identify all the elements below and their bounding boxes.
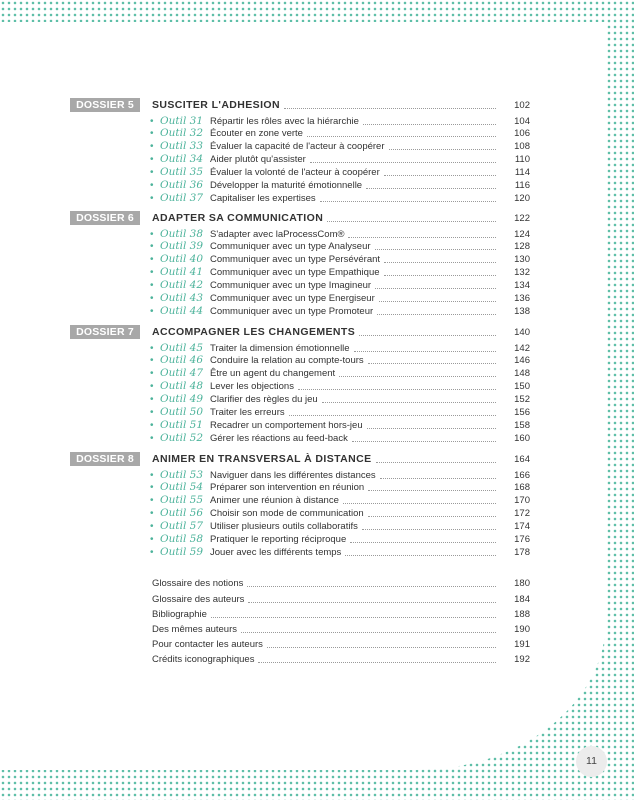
dot-leader	[211, 617, 496, 618]
bullet-icon: •	[150, 534, 154, 545]
dossier-title: ADAPTER SA COMMUNICATION	[152, 212, 324, 224]
tool-entry[interactable]	[70, 367, 530, 380]
tool-page: 170	[514, 495, 530, 507]
bullet-icon: •	[150, 546, 154, 558]
dossier-heading[interactable]	[70, 99, 530, 112]
tool-title: Pratiquer le reporting réciproque	[210, 534, 347, 545]
dossier-title: ANIMER EN TRANSVERSAL À DISTANCE	[152, 453, 372, 465]
dot-leader	[284, 108, 496, 109]
bullet-icon: •	[150, 293, 154, 304]
dot-leader	[377, 314, 496, 315]
tool-label: Outil 52	[160, 431, 204, 444]
tool-page: 120	[514, 192, 530, 204]
annex-entry[interactable]	[70, 593, 530, 606]
dossier-title: SUSCITER L'ADHESION	[152, 99, 280, 111]
tool-label: Outil 54	[160, 481, 204, 494]
dot-leader	[389, 149, 496, 150]
tool-label: Outil 57	[160, 520, 204, 533]
tool-title: Clarifier des règles du jeu	[210, 394, 318, 406]
annex-page: 190	[514, 624, 530, 635]
tool-page: 124	[514, 228, 530, 240]
tool-label: Outil 44	[160, 304, 204, 317]
tool-entry[interactable]	[70, 432, 530, 445]
tool-page: 130	[514, 254, 530, 266]
dot-leader	[368, 490, 496, 491]
dossier-heading[interactable]	[70, 212, 530, 225]
tool-label: Outil 35	[160, 166, 204, 179]
tool-page: 172	[514, 508, 530, 520]
tool-title: Animer une réunion à distance	[210, 495, 339, 507]
tool-label: Outil 55	[160, 494, 204, 507]
dot-leader	[348, 237, 496, 238]
bullet-icon: •	[150, 508, 154, 520]
tool-title: Utiliser plusieurs outils collaboratifs	[210, 521, 358, 533]
tool-title: Répartir les rôles avec la hiérarchie	[210, 115, 359, 127]
tool-entry[interactable]	[70, 228, 530, 241]
tool-page: 138	[514, 305, 530, 317]
dot-leader	[345, 555, 496, 556]
bullet-icon: •	[150, 342, 154, 354]
bullet-icon: •	[150, 432, 154, 444]
tool-label: Outil 45	[160, 341, 204, 354]
tool-page: 158	[514, 419, 530, 431]
dossier-title: ACCOMPAGNER LES CHANGEMENTS	[152, 326, 356, 338]
dossier-heading[interactable]	[70, 453, 530, 466]
tool-entry[interactable]	[70, 520, 530, 533]
tool-title: Communiquer avec un type Analyseur	[210, 241, 371, 253]
tool-entry[interactable]	[70, 546, 530, 559]
annex-entry[interactable]	[70, 623, 530, 636]
tool-title: Gérer les réactions au feed-back	[210, 432, 348, 444]
tool-page: 108	[514, 141, 530, 153]
tool-page: 128	[514, 241, 530, 253]
tool-entry[interactable]	[70, 469, 530, 482]
tool-entry[interactable]	[70, 494, 530, 507]
bullet-icon: •	[150, 355, 154, 367]
dot-leader	[241, 632, 496, 633]
dot-leader	[320, 201, 496, 202]
tool-title: S'adapter avec laProcessCom®	[210, 228, 345, 240]
bullet-icon: •	[150, 241, 154, 253]
dot-leader	[362, 529, 496, 530]
tool-title: Communiquer avec un type Promoteur	[210, 305, 374, 317]
tool-title: Évaluer la volonté de l'acteur à coopérer	[210, 167, 380, 179]
tool-page: 178	[514, 546, 530, 558]
dot-leader	[384, 275, 496, 276]
tool-label: Outil 59	[160, 545, 204, 558]
tool-label: Outil 36	[160, 179, 204, 191]
tool-page: 176	[514, 534, 530, 545]
annex-entry[interactable]	[70, 653, 530, 666]
bullet-icon: •	[150, 305, 154, 317]
bullet-icon: •	[150, 482, 154, 494]
tool-title: Jouer avec les différents temps	[210, 546, 342, 558]
dot-leader	[267, 647, 496, 648]
bullet-icon: •	[150, 280, 154, 292]
dot-leader	[380, 478, 496, 479]
tool-title: Communiquer avec un type Imagineur	[210, 280, 372, 292]
tool-title: Choisir son mode de communication	[210, 508, 364, 520]
tool-label: Outil 58	[160, 533, 204, 545]
tool-title: Communiquer avec un type Persévérant	[210, 254, 381, 266]
dot-leader	[339, 376, 496, 377]
tool-page: 136	[514, 293, 530, 304]
tool-title: Recadrer un comportement hors-jeu	[210, 419, 363, 431]
bullet-icon: •	[150, 495, 154, 507]
annex-title: Bibliographie	[152, 609, 207, 620]
tool-entry[interactable]	[70, 380, 530, 393]
tool-label: Outil 50	[160, 406, 204, 418]
tool-entry[interactable]	[70, 266, 530, 279]
tool-label: Outil 33	[160, 140, 204, 153]
tool-page: 174	[514, 521, 530, 533]
dot-leader	[384, 262, 496, 263]
tool-entry[interactable]	[70, 140, 530, 153]
dot-leader	[248, 602, 496, 603]
tool-entry[interactable]	[70, 419, 530, 432]
dot-leader	[366, 188, 496, 189]
tool-page: 156	[514, 407, 530, 418]
bullet-icon: •	[150, 141, 154, 153]
tool-label: Outil 43	[160, 292, 204, 304]
dot-leader	[343, 503, 496, 504]
tool-title: Préparer son intervention en réunion	[210, 482, 365, 494]
tool-page: 142	[514, 342, 530, 354]
tool-entry[interactable]	[70, 127, 530, 140]
tool-title: Développer la maturité émotionnelle	[210, 180, 363, 191]
dot-leader	[376, 462, 496, 463]
annex-entry[interactable]	[70, 577, 530, 590]
tool-entry[interactable]	[70, 153, 530, 166]
dossier-page: 140	[514, 327, 530, 338]
tool-title: Écouter en zone verte	[210, 128, 303, 140]
dot-leader	[367, 428, 496, 429]
tool-label: Outil 46	[160, 354, 204, 367]
annex-entry[interactable]	[70, 638, 530, 651]
annex-page: 192	[514, 654, 530, 665]
dot-leader	[363, 124, 496, 125]
annex-title: Des mêmes auteurs	[152, 624, 238, 635]
dot-leader	[310, 162, 496, 163]
tool-page: 148	[514, 368, 530, 380]
tool-entry[interactable]	[70, 305, 530, 318]
dot-leader	[350, 542, 496, 543]
tool-title: Lever les objections	[210, 381, 294, 393]
tool-entry[interactable]	[70, 393, 530, 406]
annex-title: Pour contacter les auteurs	[152, 639, 263, 650]
bullet-icon: •	[150, 167, 154, 179]
annex-title: Glossaire des notions	[152, 578, 244, 589]
dossier-page: 102	[514, 100, 530, 111]
tool-entry[interactable]	[70, 533, 530, 546]
annex-title: Glossaire des auteurs	[152, 594, 245, 605]
dot-leader	[327, 221, 496, 222]
dossier-page: 164	[514, 454, 530, 465]
page-number-badge	[576, 746, 607, 777]
tool-entry[interactable]	[70, 292, 530, 305]
bullet-icon: •	[150, 228, 154, 240]
bullet-icon: •	[150, 381, 154, 393]
dossier-page: 122	[514, 213, 530, 224]
bullet-icon: •	[150, 180, 154, 191]
tool-label: Outil 47	[160, 367, 204, 380]
tool-label: Outil 38	[160, 227, 204, 240]
dot-leader	[298, 389, 496, 390]
tool-title: Évaluer la capacité de l'acteur à coopérer	[210, 141, 385, 153]
tool-label: Outil 42	[160, 279, 204, 292]
tool-entry[interactable]	[70, 179, 530, 192]
annex-page: 184	[514, 594, 530, 605]
bullet-icon: •	[150, 469, 154, 481]
bullet-icon: •	[150, 115, 154, 127]
dot-leader	[307, 136, 496, 137]
tool-page: 110	[514, 154, 530, 166]
dossier-heading[interactable]	[70, 326, 530, 339]
annex-page: 188	[514, 609, 530, 620]
tool-page: 106	[514, 128, 530, 140]
tool-page: 104	[514, 115, 530, 127]
tool-title: Naviguer dans les différentes distances	[210, 469, 376, 481]
tool-entry[interactable]	[70, 279, 530, 292]
bullet-icon: •	[150, 419, 154, 431]
tool-label: Outil 49	[160, 393, 204, 406]
tool-title: Capitaliser les expertises	[210, 192, 316, 204]
dot-leader	[322, 402, 496, 403]
bullet-icon: •	[150, 192, 154, 204]
dot-leader	[289, 415, 496, 416]
bullet-icon: •	[150, 254, 154, 266]
tool-label: Outil 34	[160, 153, 204, 166]
tool-entry[interactable]	[70, 342, 530, 355]
tool-title: Traiter la dimension émotionnelle	[210, 342, 350, 354]
dot-leader	[258, 662, 496, 663]
dot-leader	[379, 301, 496, 302]
tool-entry[interactable]	[70, 406, 530, 419]
tool-page: 166	[514, 469, 530, 481]
tool-title: Communiquer avec un type Energiseur	[210, 293, 375, 304]
tool-page: 134	[514, 280, 530, 292]
tool-label: Outil 40	[160, 253, 204, 266]
bullet-icon: •	[150, 267, 154, 279]
tool-label: Outil 56	[160, 507, 204, 520]
dot-leader	[352, 441, 496, 442]
tool-entry[interactable]	[70, 240, 530, 253]
tool-entry[interactable]	[70, 354, 530, 367]
tool-page: 152	[514, 394, 530, 406]
tool-label: Outil 41	[160, 266, 204, 279]
tool-label: Outil 48	[160, 380, 204, 393]
tool-page: 150	[514, 381, 530, 393]
tool-label: Outil 37	[160, 191, 204, 204]
dot-leader	[368, 516, 496, 517]
tool-page: 160	[514, 432, 530, 444]
bullet-icon: •	[150, 521, 154, 533]
dot-leader	[359, 335, 496, 336]
tool-label: Outil 31	[160, 114, 204, 127]
tool-page: 114	[514, 167, 530, 179]
page-number: 11	[586, 755, 597, 767]
tool-title: Conduire la relation au compte-tours	[210, 355, 364, 367]
annex-title: Crédits iconographiques	[152, 654, 255, 665]
tool-label: Outil 51	[160, 418, 204, 431]
tool-entry[interactable]	[70, 166, 530, 179]
annex-page: 180	[514, 578, 530, 589]
tool-page: 168	[514, 482, 530, 494]
dossier-tag: DOSSIER 5	[70, 98, 140, 112]
dot-leader	[354, 351, 496, 352]
tool-entry[interactable]	[70, 253, 530, 266]
tool-title: Traiter les erreurs	[210, 407, 285, 418]
dot-leader	[384, 175, 496, 176]
tool-entry[interactable]	[70, 115, 530, 128]
dot-leader	[375, 249, 496, 250]
tool-entry[interactable]	[70, 192, 530, 205]
tool-label: Outil 32	[160, 127, 204, 140]
tool-entry[interactable]	[70, 507, 530, 520]
dot-leader	[375, 288, 496, 289]
tool-page: 146	[514, 355, 530, 367]
bullet-icon: •	[150, 154, 154, 166]
bullet-icon: •	[150, 368, 154, 380]
bullet-icon: •	[150, 394, 154, 406]
tool-page: 132	[514, 267, 530, 279]
dot-leader	[247, 586, 496, 587]
bullet-icon: •	[150, 128, 154, 140]
tool-label: Outil 39	[160, 240, 204, 253]
tool-title: Aider plutôt qu'assister	[210, 154, 306, 166]
dossier-tag: DOSSIER 7	[70, 325, 140, 339]
bullet-icon: •	[150, 407, 154, 418]
annex-page: 191	[514, 639, 530, 650]
tool-label: Outil 53	[160, 468, 204, 481]
dossier-tag: DOSSIER 6	[70, 211, 140, 225]
tool-title: Communiquer avec un type Empathique	[210, 267, 380, 279]
dot-leader	[368, 363, 496, 364]
tool-page: 116	[514, 180, 530, 191]
annex-entry[interactable]	[70, 608, 530, 621]
tool-title: Être un agent du changement	[210, 368, 336, 380]
tool-entry[interactable]	[70, 481, 530, 494]
dossier-tag: DOSSIER 8	[70, 452, 140, 466]
